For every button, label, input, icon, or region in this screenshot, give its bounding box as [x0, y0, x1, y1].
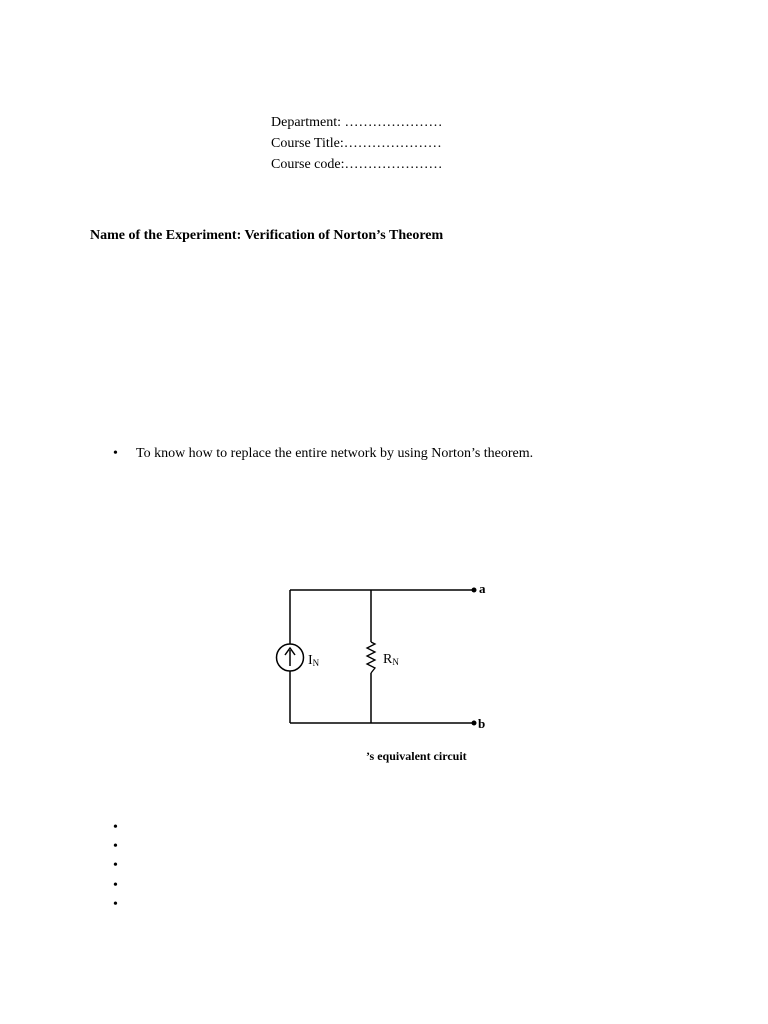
bullet-icon: •: [113, 446, 118, 461]
list-item: •: [113, 858, 118, 874]
terminal-a-dot: [472, 588, 477, 593]
objective-text: To know how to replace the entire network by using Norton’s theorem.: [136, 446, 534, 461]
course-title-line: Course Title:…………………: [271, 136, 442, 151]
department-line: Department: …………………: [271, 115, 443, 130]
list-item: •: [113, 839, 118, 855]
norton-equivalent-circuit: [270, 578, 500, 768]
course-code-line: Course code:…………………: [271, 157, 443, 172]
experiment-title: Name of the Experiment: Verification of Norton’s Theorem: [90, 228, 444, 243]
resistor-label: RN: [383, 652, 399, 667]
circuit-wires: [290, 590, 473, 723]
figure-caption: ’s equivalent circuit: [366, 749, 467, 763]
current-source-icon: [277, 644, 304, 671]
terminal-b-label: b: [478, 716, 486, 731]
list-item: •: [113, 820, 118, 835]
terminal-a-label: a: [479, 581, 486, 596]
resistor-icon: [367, 642, 375, 673]
source-label: IN: [308, 653, 320, 668]
terminal-b-dot: [472, 721, 477, 726]
list-item: •: [113, 896, 118, 912]
empty-bullet-list: [113, 818, 118, 914]
list-item: •: [113, 877, 118, 893]
